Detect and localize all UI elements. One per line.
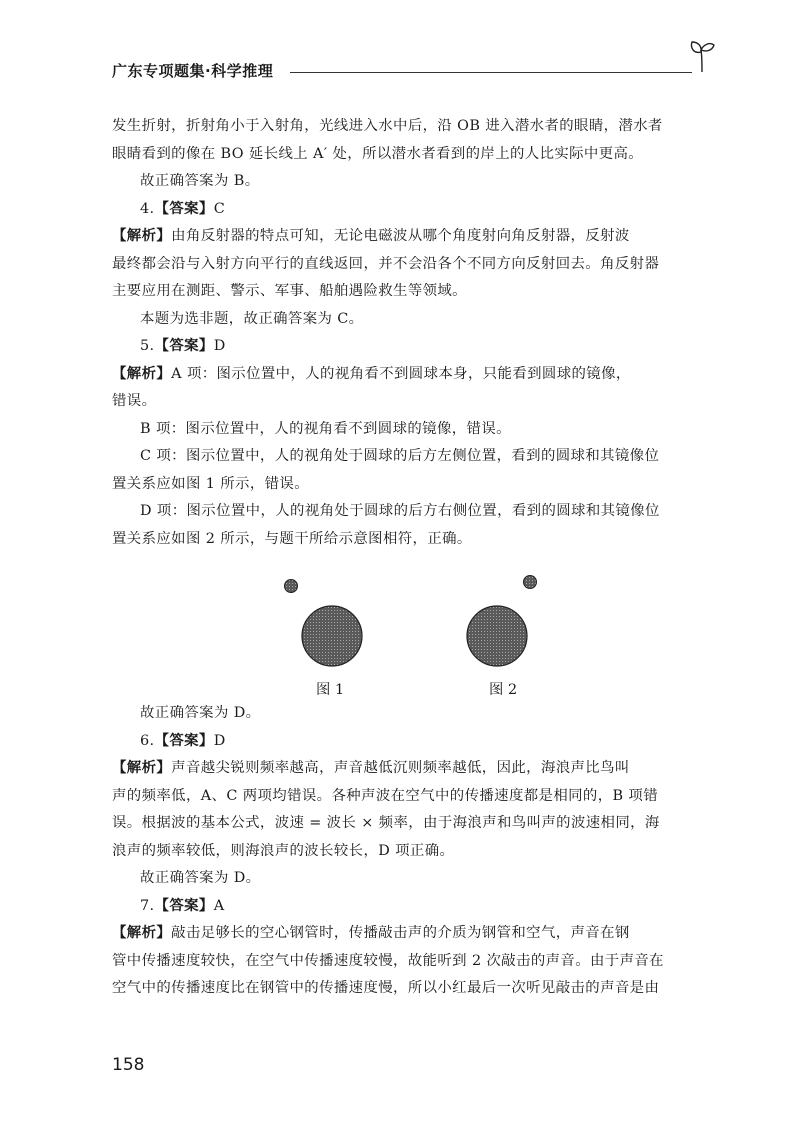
text-line: 发生折射，折射角小于入射角，光线进入水中后，沿 OB 进入潜水者的眼睛，潜水者 <box>112 118 663 134</box>
answer-line-q6 <box>112 728 712 756</box>
text-line: D 项：图示位置中，人的视角处于圆球的后方右侧位置，看到的圆球和其镜像位 <box>140 503 660 519</box>
analysis-text: A 项：图示位置中，人的视角看不到圆球本身，只能看到圆球的镜像， <box>171 365 631 382</box>
analysis-label: 【解析】 <box>112 228 172 244</box>
analysis-text: 敲击足够长的空心钢管时，传播敲击声的介质为钢管和空气，声音在钢 <box>171 925 630 941</box>
text-line: 主要应用在测距、警示、军事、船舶遇险救生等领域。 <box>112 283 467 299</box>
text-line: 置关系应如图 2 所示，与题干所给示意图相符，正确。 <box>112 530 472 547</box>
answer-label: 【答案】 <box>154 338 214 354</box>
answer-value: D <box>213 732 226 749</box>
answer-label: 【答案】 <box>154 200 214 217</box>
header-rule <box>290 72 692 73</box>
question-number: 4. <box>140 200 155 217</box>
ball-mirror-figure <box>270 570 550 705</box>
answer-label: 【答案】 <box>154 732 214 749</box>
analysis-line-q7 <box>112 920 712 948</box>
analysis-text: 由角反射器的特点可知，无论电磁波从哪个角度射向角反射器，反射波 <box>171 228 630 244</box>
answer-line-q5 <box>112 333 712 361</box>
answer-line-q7 <box>112 893 712 921</box>
text-line: 故正确答案为 D。 <box>140 705 261 721</box>
running-header <box>112 58 722 84</box>
text-line: 浪声的频率较低，则海浪声的波长较长，D 项正确。 <box>112 842 455 859</box>
analysis-label: 【解析】 <box>112 925 172 941</box>
small-ball-2 <box>524 576 537 589</box>
analysis-text: 声音越尖锐则频率越高，声音越低沉则频率越低，因此，海浪声比鸟叫 <box>171 760 630 776</box>
text-line: 声的频率低，A、C 两项均错误。各种声波在空气中的传播速度都是相同的，B 项错 <box>112 787 659 804</box>
sprout-icon <box>688 38 716 74</box>
text-line: 误。根据波的基本公式，波速 = 波长 × 频率，由于海浪声和鸟叫声的波速相同，海 <box>112 815 660 831</box>
small-ball-1 <box>285 580 298 593</box>
analysis-line-q6 <box>112 755 712 783</box>
text-line: 故正确答案为 B。 <box>140 173 260 189</box>
text-line: 本题为选非题，故正确答案为 C。 <box>140 310 364 327</box>
text-line: 最终都会沿与入射方向平行的直线返回，并不会沿各个不同方向反射回去。角反射器 <box>112 255 660 272</box>
answer-value: A <box>213 897 225 914</box>
question-number: 6. <box>140 732 155 749</box>
figure-caption-2: 图 2 <box>489 682 518 698</box>
figure-graphic <box>270 570 550 680</box>
text-line: 管中传播速度较快，在空气中传播速度较慢，故能听到 2 次敲击的声音。由于声音在 <box>112 952 664 969</box>
question-number: 7. <box>140 897 155 914</box>
text-line: C 项：图示位置中，人的视角处于圆球的后方左侧位置，看到的圆球和其镜像位 <box>140 448 660 464</box>
analysis-label: 【解析】 <box>112 760 172 776</box>
analysis-label: 【解析】 <box>112 365 172 382</box>
large-ball-2 <box>467 606 527 666</box>
text-line: 眼睛看到的像在 BO 延长线上 A′ 处，所以潜水者看到的岸上的人比实际中更高。 <box>112 145 644 162</box>
analysis-line-q4 <box>112 223 712 251</box>
large-ball-1 <box>302 606 362 666</box>
book-title: 广东专项题集·科学推理 <box>112 62 274 80</box>
answer-explanations <box>112 113 712 1003</box>
text-line: 故正确答案为 D。 <box>140 870 261 886</box>
figure-caption-1: 图 1 <box>316 682 345 698</box>
page-number: 158 <box>112 1055 145 1075</box>
answer-label: 【答案】 <box>154 897 214 914</box>
text-line: 错误。 <box>112 393 157 409</box>
question-number: 5. <box>140 338 155 354</box>
answer-line-q4 <box>112 196 712 224</box>
answer-value: C <box>213 200 226 217</box>
analysis-line-q5 <box>112 361 712 389</box>
text-line: 置关系应如图 1 所示，错误。 <box>112 475 309 492</box>
text-line: 空气中的传播速度比在钢管中的传播速度慢，所以小红最后一次听见敲击的声音是由 <box>112 980 660 996</box>
text-line: B 项：图示位置中，人的视角看不到圆球的镜像，错误。 <box>140 420 511 437</box>
answer-value: D <box>213 338 226 354</box>
